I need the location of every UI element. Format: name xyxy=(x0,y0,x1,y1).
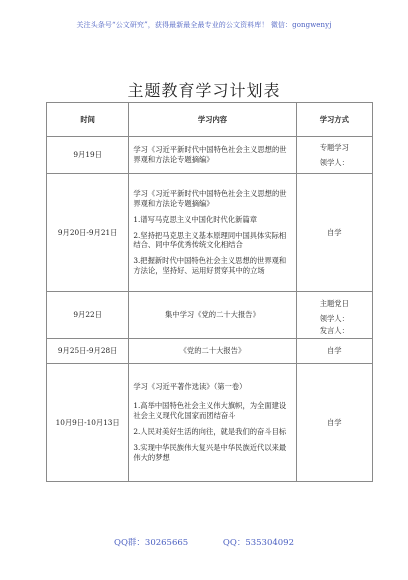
content-line: 1.高举中国特色社会主义伟大旗帜，为全面建设社会主义现代化国家而团结奋斗 xyxy=(133,401,287,421)
row-content xyxy=(129,364,296,482)
footer-contact xyxy=(0,536,408,548)
row-time: 9月20日-9月21日 xyxy=(47,174,129,292)
table-header-row xyxy=(47,103,373,137)
row-content xyxy=(129,292,296,339)
header-method: 学习方式 xyxy=(296,103,372,137)
method-line: 领学人： xyxy=(319,314,349,323)
row-method xyxy=(296,339,372,364)
method-line: 领学人： xyxy=(319,157,349,167)
row-method xyxy=(296,174,372,292)
content-line: 3.实现中华民族伟大复兴是中华民族近代以来最伟大的梦想 xyxy=(133,442,287,462)
table-row xyxy=(47,292,373,339)
header-content: 学习内容 xyxy=(129,103,296,137)
row-time: 9月25日-9月28日 xyxy=(47,339,129,364)
method-line: 自学 xyxy=(326,346,342,356)
row-content xyxy=(129,174,296,292)
content-line: 2.人民对美好生活的向往，就是我们的奋斗目标 xyxy=(133,427,287,436)
content-line: 《党的二十大报告》 xyxy=(179,346,246,356)
content-line: 集中学习《党的二十大报告》 xyxy=(165,310,260,320)
row-time: 9月19日 xyxy=(47,137,129,174)
table-row xyxy=(47,137,373,174)
row-time: 9月22日 xyxy=(47,292,129,339)
content-line: 3.把握新时代中国特色社会主义思想的世界观和方法论，坚持好、运用好贯穿其中的立场 xyxy=(133,256,287,276)
table-row xyxy=(47,339,373,364)
table-row xyxy=(47,364,373,482)
content-line: 学习《习近平新时代中国特色社会主义思想的世界观和方法论专题摘编》 xyxy=(133,145,287,164)
header-time: 时间 xyxy=(47,103,129,137)
content-line: 学习《习近平新时代中国特色社会主义思想的世界观和方法论专题摘编》 xyxy=(133,189,287,208)
footer-qq-group: QQ群：30265665 xyxy=(113,538,189,548)
row-content xyxy=(129,339,296,364)
row-method xyxy=(296,292,372,339)
row-time: 10月9日-10月13日 xyxy=(47,364,129,482)
method-line: 专题学习 xyxy=(319,142,349,152)
method-line: 自学 xyxy=(326,227,342,237)
row-method xyxy=(296,137,372,174)
method-line: 自学 xyxy=(326,417,342,427)
promo-banner: 关注头条号“公文研究”，获得最新最全最专业的公文资料库！ 微信：gongwenyj xyxy=(76,21,332,29)
method-line: 发言人： xyxy=(319,325,349,335)
table-row xyxy=(47,174,373,292)
content-line: 学习《习近平著作选读》（第一卷） xyxy=(133,382,247,392)
row-method xyxy=(296,364,372,482)
document-title: 主题教育学习计划表 xyxy=(127,81,281,100)
content-line: 2.坚持把马克思主义基本原理同中国具体实际相结合、同中华优秀传统文化相结合 xyxy=(133,230,287,250)
footer-qq: QQ：535304092 xyxy=(222,538,294,548)
method-line: 主题党日 xyxy=(319,299,349,309)
content-line: 1.谱写马克思主义中国化时代化新篇章 xyxy=(133,214,258,224)
row-content xyxy=(129,137,296,174)
study-plan-table xyxy=(46,102,373,482)
